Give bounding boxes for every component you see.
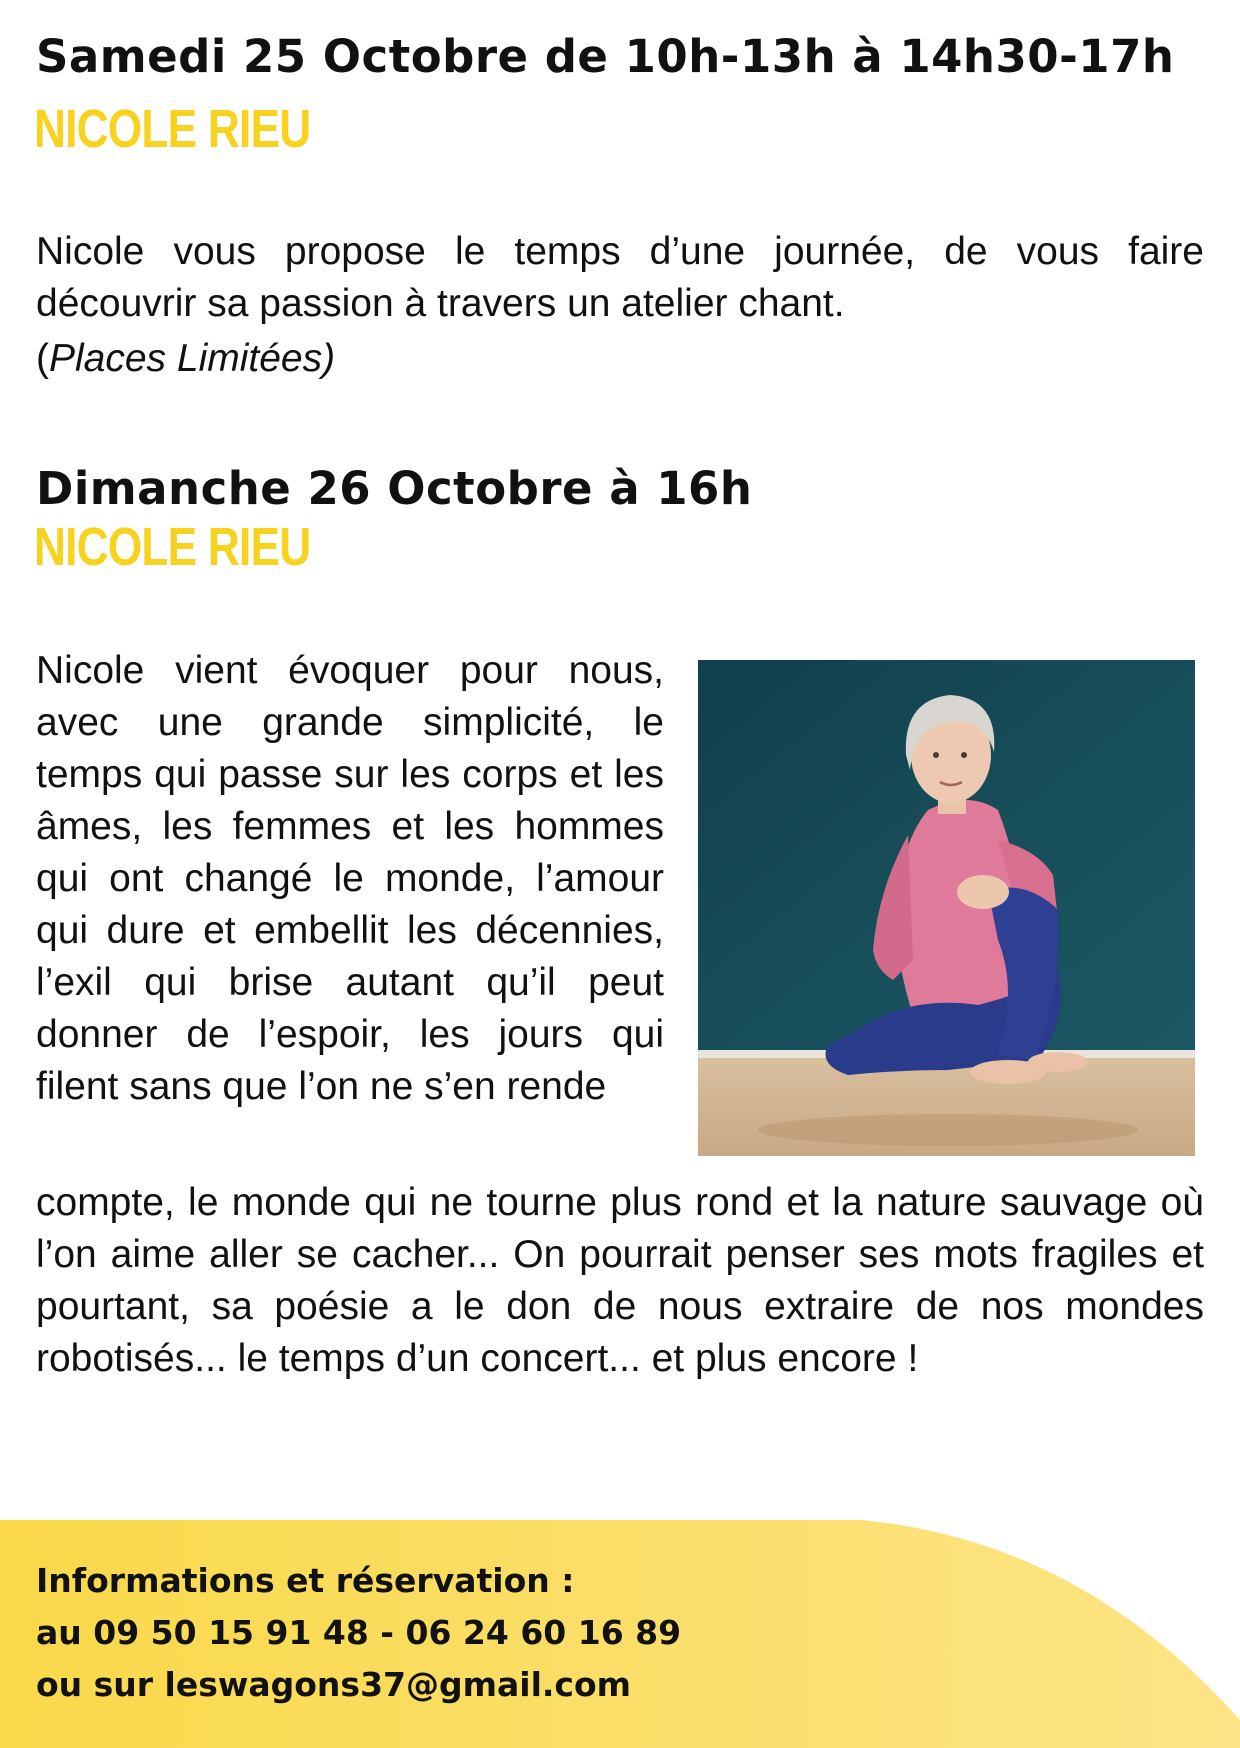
event2-heading: Dimanche 26 Octobre à 16h [36, 462, 753, 515]
footer-info-label: Informations et réservation : [36, 1561, 575, 1600]
event1-heading: Samedi 25 Octobre de 10h-13h à 14h30-17h [36, 30, 1175, 83]
note-text: Places Limitées) [49, 337, 336, 380]
event1-places-note [36, 333, 335, 385]
event1-artist-name: NICOLE RIEU [34, 99, 311, 159]
footer-email: ou sur leswagons37@gmail.com [36, 1665, 632, 1704]
event2-description-part1: Nicole vient évoquer pour nous, avec une grande simplicité, le temps qui passe sur les corps et les âmes, les femmes et les hommes qui ont changé le monde, l’amour qui dure et embellit les décennies, l’exil qui brise autant qu’il peut donner de l’espoir, les jours qui filent sans que l’on ne s’en rende [36, 649, 664, 1108]
footer-phone-numbers: au 09 50 15 91 48 - 06 24 60 16 89 [36, 1613, 682, 1652]
note-parenthesis: ( [36, 337, 49, 380]
event1-description: Nicole vous propose le temps d’une journée, de vous faire découvrir sa passion à travers un atelier chant. [36, 230, 1204, 325]
event2-description-part2: compte, le monde qui ne tourne plus rond et la nature sauvage où l’on aime aller se cacher... On pourrait penser ses mots fragiles et pourtant, sa poésie a le don de nous extraire de nos mondes robotisés... le temps d’un concert... et plus encore ! [36, 1181, 1204, 1380]
event2-artist-name: NICOLE RIEU [34, 517, 311, 577]
footer-contact [36, 1555, 681, 1711]
artist-photo [698, 660, 1195, 1156]
